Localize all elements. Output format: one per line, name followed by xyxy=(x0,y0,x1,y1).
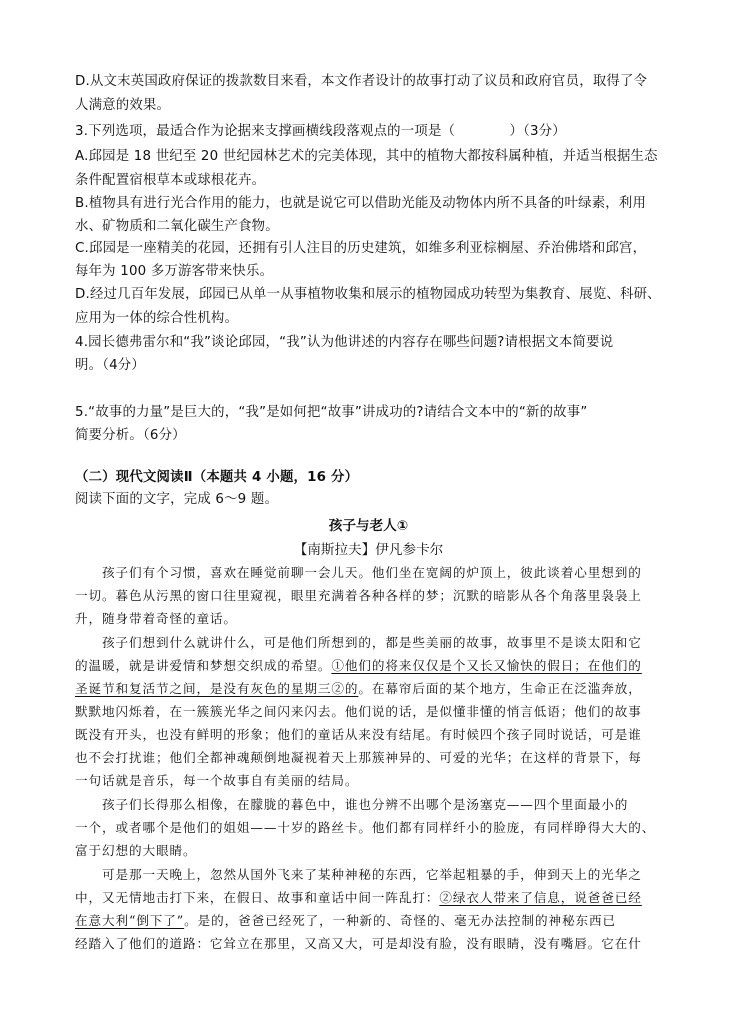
article-author: 【南斯拉夫】伊凡参卡尔 xyxy=(293,542,444,558)
para1-line3: 升，随身带着奇怪的童话。 xyxy=(75,611,237,626)
para4-line3-text: 。是的，爸爸已经死了，一种新的、奇怪的、毫无办法控制的神秘东西已 xyxy=(184,913,616,928)
question-3: 3.下列选项，最适合作为论据来支撑画横线段落观点的一项是（ ）（3分） xyxy=(75,124,566,139)
option-d-line1: D.从文末英国政府保证的拨款数目来看，本文作者设计的故事打动了议员和政府官员，取得了令 xyxy=(75,74,648,89)
para1-line2: 一切。暮色从污黑的窗口往里窥视，眼里充满着各种各样的梦；沉默的暗影从各个角落里袅袅上 xyxy=(75,588,642,603)
para4-line2-text: 中，又无情地击打下来，在假日、故事和童话中间一阵乱打： xyxy=(75,890,440,905)
para2-line7: 一句话就是音乐，每一个故事自有美丽的结局。 xyxy=(75,773,359,788)
para4-line2 xyxy=(75,889,642,907)
reading-instruction: 阅读下面的文字，完成 6～9 题。 xyxy=(75,492,279,507)
q3-option-b-line1: B.植物具有进行光合作用的能力，也就是说它可以借助光能及动物体内所不具备的叶绿素，利用 xyxy=(75,196,647,211)
q3-option-c-line2: 每年为 100 多万游客带来快乐。 xyxy=(75,264,274,279)
question-4-line1: 4.园长德弗雷尔和“我”谈论邱园，“我”认为他讲述的内容存在哪些问题?请根据文本简要说 xyxy=(75,335,614,350)
para2-line3-text: 。在幕帘后面的某个地方，生命正在泛滥奔放， xyxy=(358,681,642,696)
para2-line2 xyxy=(75,657,642,675)
underlined-sentence-2a: ②绿衣人带来了信息，说爸爸已经 xyxy=(439,890,642,905)
underlined-sentence-1a: ①他们的将来仅仅是个又长又愉快的假日；在他们的 xyxy=(331,658,642,673)
para2-line5: 既没有开头，也没有鲜明的形象；他们的童话从来没有结尾。有时候四个孩子同时说话，可是谁 xyxy=(75,727,642,742)
q3-option-d-line1: D.经过几百年发展，邱园已从单一从事植物收集和展示的植物园成功转型为集教育、展览、科研、 xyxy=(75,287,661,302)
para3-line3: 富于幻想的大眼睛。 xyxy=(75,843,197,858)
para4-line3 xyxy=(75,912,616,930)
para4-line4: 经踏入了他们的道路：它耸立在那里，又高又大，可是却没有脸，没有眼睛，没有嘴唇。它在什 xyxy=(75,936,642,951)
q3-option-d-line2: 应用为一体的综合性机构。 xyxy=(75,311,239,326)
article-title: 孩子与老人① xyxy=(328,518,409,534)
para1-line1: 孩子们有个习惯，喜欢在睡觉前聊一会儿天。他们坐在宽阔的炉顶上，彼此谈着心里想到的 xyxy=(102,565,642,580)
para2-line6: 也不会打扰谁；他们全都神魂颠倒地凝视着天上那簇神异的、可爱的光华；在这样的背景下，每 xyxy=(75,750,642,765)
q3-option-a-line1: A.邱园是 18 世纪至 20 世纪园林艺术的完美体现，其中的植物大都按科属种植，并适当根据生态 xyxy=(75,149,658,164)
para2-line2-text: 的温暖，就是讲爱情和梦想交织成的希望。 xyxy=(75,658,332,673)
para2-line1: 孩子们想到什么就讲什么，可是他们所想到的，都是些美丽的故事，故事里不是谈太阳和它 xyxy=(102,635,642,650)
section-heading: （二）现代文阅读Ⅱ（本题共 4 小题，16 分） xyxy=(75,470,359,485)
question-4-line2: 明。（4分） xyxy=(75,358,145,373)
para3-line1: 孩子们长得那么相像，在朦胧的暮色中，谁也分辨不出哪个是汤塞克——四个里面最小的 xyxy=(102,797,629,812)
para3-line2: 一个，或者哪个是他们的姐姐——十岁的路丝卡。他们都有同样纤小的脸庞，有同样睁得大大的、 xyxy=(75,820,656,835)
underlined-sentence-1b: 圣诞节和复活节之间，是没有灰色的星期三②的 xyxy=(75,681,359,696)
para2-line4: 默默地闪烁着，在一簇簇光华之间闪来闪去。他们说的话，是似懂非懂的悄言低语；他们的故事 xyxy=(75,704,642,719)
underlined-sentence-2b: 在意大利“倒下了” xyxy=(75,913,185,928)
q3-option-b-line2: 水、矿物质和二氧化碳生产食物。 xyxy=(75,219,279,234)
q3-option-c-line1: C.邱园是一座精美的花园，还拥有引人注目的历史建筑，如维多利亚棕榈屋、乔治佛塔和邱宫， xyxy=(75,241,647,256)
para4-line1: 可是那一天晚上，忽然从国外飞来了某种神秘的东西，它举起粗暴的手，伸到天上的光华之 xyxy=(102,867,642,882)
q3-option-a-line2: 条件配置宿根草本或球根花卉。 xyxy=(75,173,266,188)
para2-line3 xyxy=(75,680,642,698)
option-d-line2: 人满意的效果。 xyxy=(75,98,171,113)
question-5-line2: 简要分析。（6分） xyxy=(75,428,186,443)
question-5-line1: 5.“故事的力量”是巨大的，“我”是如何把“故事”讲成功的?请结合文本中的“新的故事” xyxy=(75,405,588,420)
